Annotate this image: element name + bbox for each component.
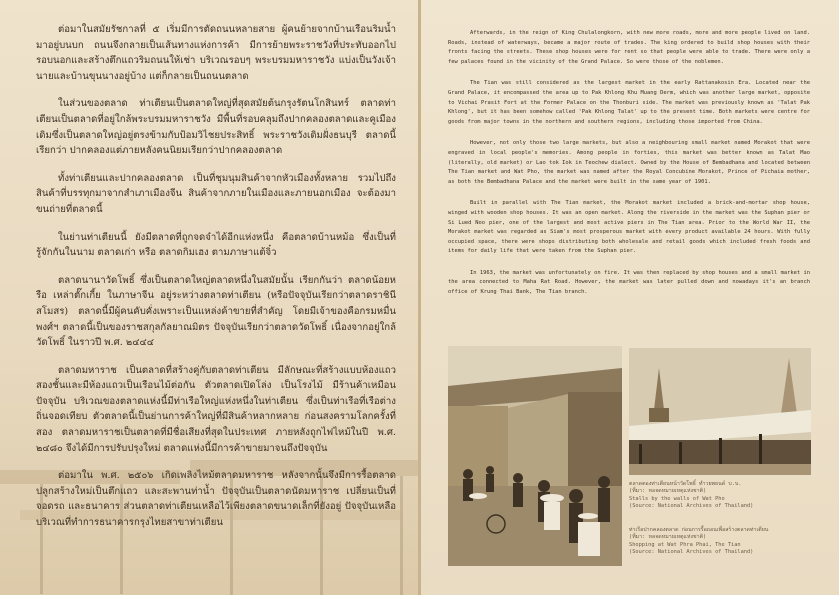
english-paragraph: The Tian was still considered as the largest market in the early Rattanakosin Era. Located near the Grand Palace, it encompassed the area up to Pak Khlong Khu Muang Derm, which was another large market, opposite to Vichai Prasit Fort at the Former Palace on the Thonburi side. The market was previously known as 'Talat Pak Khlong', but it has been somehow called 'Pak Khlong Talat' up to the present time. Both markets were centre for goods from major towns in the northern and southern regions, including those imported from China.	[448, 80, 810, 125]
thai-paragraph: ตลาดนานาวัดโพธิ์ ซึ่งเป็นตลาดใหญ่ตลาดหนึ่งในสมัยนั้น เรียกกันว่า ตลาดน้อยหรือ เหล่าตั๊กเกี้ย ในภาษาจีน อยู่ระหว่างตลาดท่าเตียน (หรือปัจจุบันเรียกว่าตลาดราชินีสโมสร) ตลาดนี้มีผู้คนคับคั่งเพราะเป็นแหล่งค้าขายที่สำคัญ โดยมีเจ้าของคือกรมหมื่นพงศ์ฯ ตลาดนี้เป็นของราชสกุลกัลยาณมิตร ปัจจุบันเรียกว่าตลาดวัดโพธิ์ เนื่องจากอยู่ใกล้วัดโพธิ์ ในราวปี พ.ศ. ๒๔๔๔	[36, 274, 396, 349]
caption-line: (Source: National Archives of Thailand)	[629, 549, 754, 556]
caption-line: Stalls by the walls of Wat Pho	[629, 495, 725, 502]
thai-text-column	[36, 22, 396, 543]
english-paragraph: Afterwards, in the reign of King Chulalongkorn, with new more roads, more and more people lived on land. Roads, instead of waterways, became a major route of trades. The king ordered to build shop houses with their fronts facing the streets. These shop houses were for rent so that people were able to trade. There were only a few palaces found in the vicinity of the Grand Palace. So were those of the noblemen.	[448, 30, 810, 65]
english-paragraph: Built in parallel with The Tian market, the Morakot market included a brick-and-mortar shop house, winged with wooden shop houses. It was an open market. Along the riverside in the market was the Suphan pier or Si Lued Noo pier, one of the largest and most active piers in The Tian area. Prior to the World War II, the Morakot market was regarded as Siam's most prosperous market with every product available 24 hours. With fully occupied space, there were shops distributing both wholesale and retail goods which included fresh foods and items for daily life that were taken from the Suphan pier.	[448, 200, 810, 255]
photo-caption-first	[629, 481, 815, 511]
thai-paragraph: ในส่วนของตลาด ท่าเตียนเป็นตลาดใหญ่ที่สุดสมัยต้นกรุงรัตนโกสินทร์ ตลาดท่าเตียนเป็นตลาดที่อยู่ใกล้พระบรมมหาราชวัง มีพื้นที่รอบคลุมถึงปากคลองตลาดและคูเมืองเดิมซึ่งเป็นตลาดใหญ่อยู่ตรงข้ามกับป้อมวิไชยประสิทธิ์ พระราชวังเดิมฝั่งธนบุรี ตลาดนี้เรียกว่า ปากคลองแต่ภายหลังคนนิยมเรียกว่าปากคลองตลาด	[36, 98, 396, 157]
thai-paragraph: ในย่านท่าเตียนนี้ ยังมีตลาดที่ถูกจดจำได้อีกแห่งหนึ่ง คือตลาดบ้านหม้อ ซึ่งเป็นที่รู้จักกันในนาม ตลาดเก่า หรือ ตลาดกิมเฮง ตามภาษาแต้จิ๋ว	[36, 231, 396, 259]
caption-line: (Source: National Archives of Thailand)	[629, 503, 754, 510]
market-street-photo	[448, 346, 622, 566]
english-paragraph: However, not only those two large markets, but also a neighbouring small market named Morakot that were engraved in local people's memories. Among people in forties, this market was better known as Talat Mao (literally, old market) or Lao tok Iok in Teochew dialect. Owned by the House of Bembadhana and located between The Tian market and Wat Pho, the market was named after the Royal Concubine Morakot, Prince of Pichaia mother, as both the Bembadhana Palace and the market were built in the same year of 1901.	[448, 140, 810, 185]
caption-line: ตลาดตองท่าเตียนหน้าวัดโพธิ์ ทำวยพยนด์ บ.บ.	[629, 481, 742, 487]
thai-paragraph: ต่อมาในสมัยรัชกาลที่ ๕ เริ่มมีการตัดถนนหลายสาย ผู้คนย้ายจากบ้านเรือนริมน้ำมาอยู่บนบก ถนนจึงกลายเป็นเส้นทางแห่งการค้า มีการย้ายพระราชวังที่ประทับออกไปรอบนอกและสร้างตึกแถวริมถนนให้เช่า บริเวณรอบๆ พระบรมมหาราชวัง แบ่งเป็นวังเจ้านายและบ้านขุนนางอยู่บ้าง แต่ก็กลายเป็นถนนตลาด	[36, 24, 396, 82]
temple-stalls-photo	[629, 348, 811, 475]
thai-paragraph: ทั้งท่าเตียนและปากคลองตลาด เป็นที่ชุมนุมสินค้าจากหัวเมืองทั้งหลาย รวมไปถึงสินค้าที่บรรทุกมาจากสำเภาเมืองจีน สินค้าจากภายในเมืองและภายนอกเมือง จะต้องมาขนถ่ายที่ตลาดนี้	[36, 172, 396, 215]
caption-line: (ที่มา: หอจดหมายเหตุแห่งชาติ)	[629, 488, 707, 495]
thai-paragraph: ต่อมาใน พ.ศ. ๒๕๐๖ เกิดเพลิงไหม้ตลาดมหาราช หลังจากนั้นจึงมีการรื้อตลาด ปลูกสร้างใหม่เป็นตึกแถว และสะพานท่าน้ำ ปัจจุบันเป็นตลาดนัดมหาราช เปลี่ยนเป็นที่จอดรถ และธนาคาร ส่วนตลาดท่าเตียนเหลือไว้เพียงตลาดขนาดเล็กที่ยังอยู่ ปัจจุบันเหลือบริเวณที่ทำการธนาคารกรุงไทยสาขาท่าเตียน	[36, 470, 396, 529]
english-text-column	[448, 29, 810, 310]
caption-line: (ที่มา: หอจดหมายเหตุแห่งชาติ)	[629, 534, 707, 541]
caption-line: ท่าเรือปากคลองตลาด ก่อนการรื้อถอนเพื่อสร้างตลาดท่าเตียน	[629, 527, 769, 533]
english-paragraph: In 1963, the market was unfortunately on fire. It was then replaced by shop houses and a small market in the area connected to Maha Rat Road. However, the market was later pulled down and nowadays it's an branch office of Krung Thai Bank, The Tian branch.	[448, 269, 810, 296]
caption-line: Shopping at Wat Phra Phai, The Tian	[629, 541, 741, 548]
left-page	[0, 0, 418, 595]
thai-paragraph: ตลาดมหาราช เป็นตลาดที่สร้างคู่กับตลาดท่าเตียน มีลักษณะที่สร้างแบบห้องแถวสองชั้นและมีห้องแถวเป็นเรือนไม้ต่อกัน ตัวตลาดเปิดโล่ง เป็นโรงไม้ มีร้านค้าเหมือนปัจจุบัน บริเวณของตลาดแห่งนี้มีท่าเรือใหญ่แห่งหนึ่งในท่าเตียน ซึ่งเป็นท่าเรือที่เรือต่างถิ่นจอดเทียบ ตัวตลาดนี้เป็นย่านการค้าใหญ่ที่มีสินค้าหลากหลาย ก่อนสงครามโลกครั้งที่สอง ตลาดมหาราชเป็นตลาดที่มีชื่อเสียงที่สุดในประเทศ ภายหลังถูกไฟไหม้ในปี พ.ศ. ๒๔๘๐ จึงได้มีการปรับปรุงใหม่ ตลาดแห่งนี้มีการค้าขายมาจนถึงปัจจุบัน	[36, 364, 396, 454]
photo-caption-second	[629, 527, 815, 557]
temple-stalls-image	[629, 348, 811, 475]
market-street-image	[448, 346, 622, 566]
